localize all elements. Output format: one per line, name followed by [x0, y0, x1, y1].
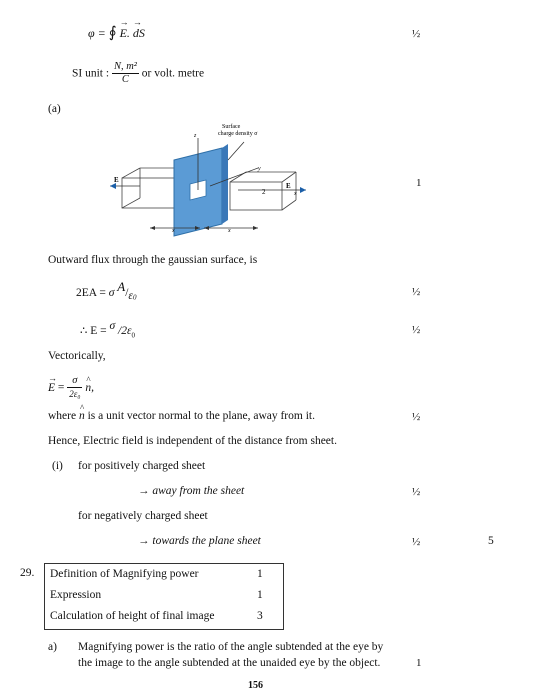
eq3-den: 2ε₀: [69, 389, 81, 399]
eq3-eq: =: [57, 381, 65, 394]
gaussian-surface-diagram: [110, 120, 310, 240]
equation-2ea: 2EA = σ $A/\varepsilon_0$: [76, 279, 137, 302]
eq1-sigma: σ: [108, 287, 115, 299]
vector-e: → E: [120, 26, 127, 41]
sheet-edge: [222, 144, 228, 224]
answer-a-mark: 1: [416, 657, 422, 669]
eq2-sub: 0: [131, 331, 135, 340]
mark-2: 1: [416, 177, 422, 189]
label-2: 2: [262, 188, 266, 196]
item-i-label: (i): [52, 460, 63, 472]
mark-1: ½: [412, 28, 421, 40]
away-text: → away from the sheet: [138, 485, 245, 497]
positive-sheet-text: for positively charged sheet: [78, 460, 206, 472]
equation-vector-e: [48, 375, 94, 400]
mark-5: ½: [412, 411, 421, 423]
eq1-eps: ε: [128, 290, 133, 302]
eq2-sigma: σ: [109, 320, 116, 332]
cylinder-right: [230, 182, 282, 210]
si-unit-or: or volt. metre: [141, 67, 205, 80]
mark-6: ½: [412, 486, 421, 498]
eq3-n-hat: ^ n: [85, 382, 91, 394]
table-row: [45, 606, 283, 627]
negative-sheet-text: for negatively charged sheet: [78, 510, 208, 522]
row-item: Expression: [50, 589, 102, 601]
row-item: Definition of Magnifying power: [50, 568, 199, 580]
dot: .: [126, 26, 130, 40]
row-marks: 3: [257, 610, 263, 622]
eq3-fraction: [67, 375, 82, 400]
eq1-lhs: 2EA =: [76, 287, 106, 299]
axis-y: y: [258, 166, 261, 172]
mark-7: ½: [412, 536, 421, 548]
label-x-right: x: [228, 228, 231, 234]
eq2-rhs: /2ε: [118, 325, 132, 337]
si-unit-fraction: [112, 61, 139, 86]
question-29-number: 29.: [20, 567, 35, 579]
eq1-sub: 0: [132, 293, 137, 302]
where-rest: is a unit vector normal to the plane, away from it.: [87, 410, 315, 422]
si-unit-line: [72, 61, 204, 86]
label-e-left: E: [114, 176, 119, 184]
label-x-left: x: [172, 228, 175, 234]
si-unit-num: N, m²: [113, 61, 137, 72]
outward-flux-text: Outward flux through the gaussian surface, is: [48, 254, 258, 266]
vectorically-text: Vectorically,: [48, 350, 106, 362]
answer-a-line2: the image to the angle subtended at the unaided eye by the object.: [78, 657, 381, 669]
part-a-label: (a): [48, 103, 61, 115]
label-e-right: E: [286, 182, 291, 190]
total-marks: 5: [488, 535, 494, 547]
closed-integral: ∮: [108, 25, 117, 41]
answer-a-label: a): [48, 641, 57, 653]
vector-ds: → dS: [133, 26, 145, 41]
row-item: Calculation of height of final image: [50, 610, 215, 622]
where-word: where: [48, 410, 77, 422]
equation-e: [80, 320, 135, 340]
towards-text: → towards the plane sheet: [138, 535, 261, 547]
hence-text: Hence, Electric field is independent of the distance from sheet.: [48, 435, 337, 447]
table-row: [45, 585, 283, 606]
flux-formula: [88, 23, 145, 42]
row-marks: 1: [257, 589, 263, 601]
eq3-comma: ,: [91, 381, 94, 394]
eq3-e: → E: [48, 382, 55, 394]
eq2-lhs: E =: [90, 325, 107, 337]
eq1-a: A: [117, 279, 126, 294]
axis-z: z: [194, 133, 197, 139]
axis-x-right: x: [294, 191, 297, 197]
therefore-symbol: ∴: [80, 325, 88, 337]
mark-3: ½: [412, 286, 421, 298]
marking-scheme-box: [44, 563, 284, 630]
where-text: [48, 410, 315, 422]
where-n-hat: ^ n: [79, 410, 85, 422]
si-unit-label: SI unit :: [72, 67, 110, 80]
eq3-num: σ: [67, 375, 82, 388]
label-surface: Surface: [222, 124, 241, 130]
page-number: 156: [248, 680, 263, 691]
label-charge-density: charge density σ: [218, 131, 258, 137]
si-unit-den: C: [121, 74, 129, 85]
row-marks: 1: [257, 568, 263, 580]
flux-lhs: φ =: [88, 26, 106, 40]
mark-4: ½: [412, 324, 421, 336]
table-row: [45, 564, 283, 585]
answer-a-line1: Magnifying power is the ratio of the angle subtended at the eye by: [78, 641, 384, 653]
